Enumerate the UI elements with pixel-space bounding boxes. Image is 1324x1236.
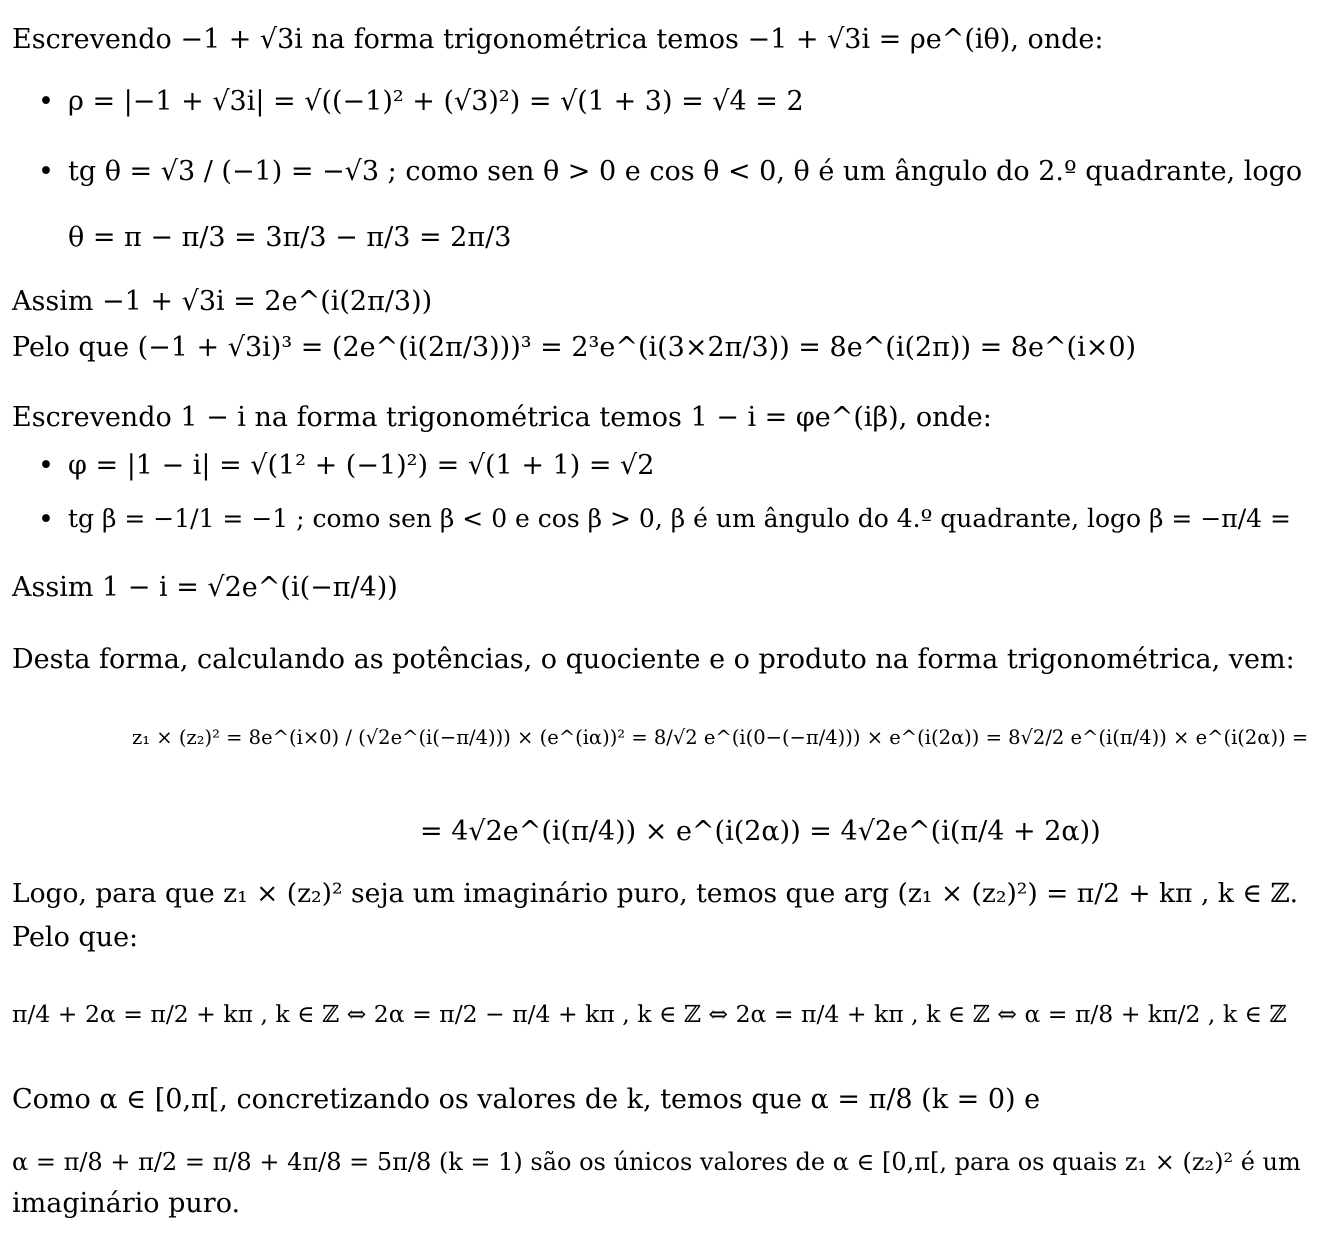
theta-value-line: θ = π − π/3 = 3π/3 − π/3 = 2π/3 [68,222,512,253]
section2-intro: Escrevendo 1 − i na forma trigonométrica temos 1 − i = φe^(iβ), onde: [12,402,992,433]
equation-line-2: = 4√2e^(i(π/4)) × e^(i(2α)) = 4√2e^(i(π/4 + 2α)) [420,816,1101,847]
bullet-text: φ = |1 − i| = √(1² + (−1)²) = √(1 + 1) = √2 [68,450,655,481]
section1-result: Assim −1 + √3i = 2e^(i(2π/3)) [12,286,433,317]
section3-intro: Desta forma, calculando as potências, o quociente e o produto na forma trigonométrica, vem: [12,644,1295,675]
equation-line-1: z₁ × (z₂)² = 8e^(i×0) / (√2e^(i(−π/4))) × (e^(iα))² = 8/√2 e^(i(0−(−π/4))) × e^(i(2α)) = 8√2/2 e^(i(π/4)) × e^(i(2α)) = [132,726,1309,749]
solution-document [12,0,1312,1236]
bullet-text: ρ = |−1 + √3i| = √((−1)² + (√3)²) = √(1 + 3) = √4 = 2 [68,86,804,117]
section1-power: Pelo que (−1 + √3i)³ = (2e^(i(2π/3)))³ = 2³e^(i(3×2π/3)) = 8e^(i(2π)) = 8e^(i×0) [12,332,1137,363]
bullet-text: tg β = −1/1 = −1 ; como sen β < 0 e cos β > 0, β é um ângulo do 4.º quadrante, logo β = −π/4 = [68,504,1291,533]
pelo-que-label: Pelo que: [12,922,139,953]
bullet-text: tg θ = √3 / (−1) = −√3 ; como sen θ > 0 e cos θ < 0, θ é um ângulo do 2.º quadrante, logo [68,156,1303,187]
pure-imaginary-condition: Logo, para que z₁ × (z₂)² seja um imaginário puro, temos que arg (z₁ × (z₂)²) = π/2 + kπ , k ∈ ℤ. [12,878,1299,909]
bullet-dot: • [38,450,54,481]
section1-intro: Escrevendo −1 + √3i na forma trigonométrica temos −1 + √3i = ρe^(iθ), onde: [12,24,1104,55]
equivalence-chain: π/4 + 2α = π/2 + kπ , k ∈ ℤ ⇔ 2α = π/2 − π/4 + kπ , k ∈ ℤ ⇔ 2α = π/4 + kπ , k ∈ ℤ ⇔ α = π/8 + kπ/2 , k ∈ ℤ [12,1000,1287,1028]
conclusion-line-2: α = π/8 + π/2 = π/8 + 4π/8 = 5π/8 (k = 1) são os únicos valores de α ∈ [0,π[, para os quais z₁ × (z₂)² é um [12,1148,1301,1176]
bullet-dot: • [38,156,54,187]
conclusion-line-3: imaginário puro. [12,1188,241,1219]
conclusion-line-1: Como α ∈ [0,π[, concretizando os valores de k, temos que α = π/8 (k = 0) e [12,1084,1041,1115]
bullet-dot: • [38,86,54,117]
section2-result: Assim 1 − i = √2e^(i(−π/4)) [12,572,398,603]
bullet-dot: • [38,504,54,535]
